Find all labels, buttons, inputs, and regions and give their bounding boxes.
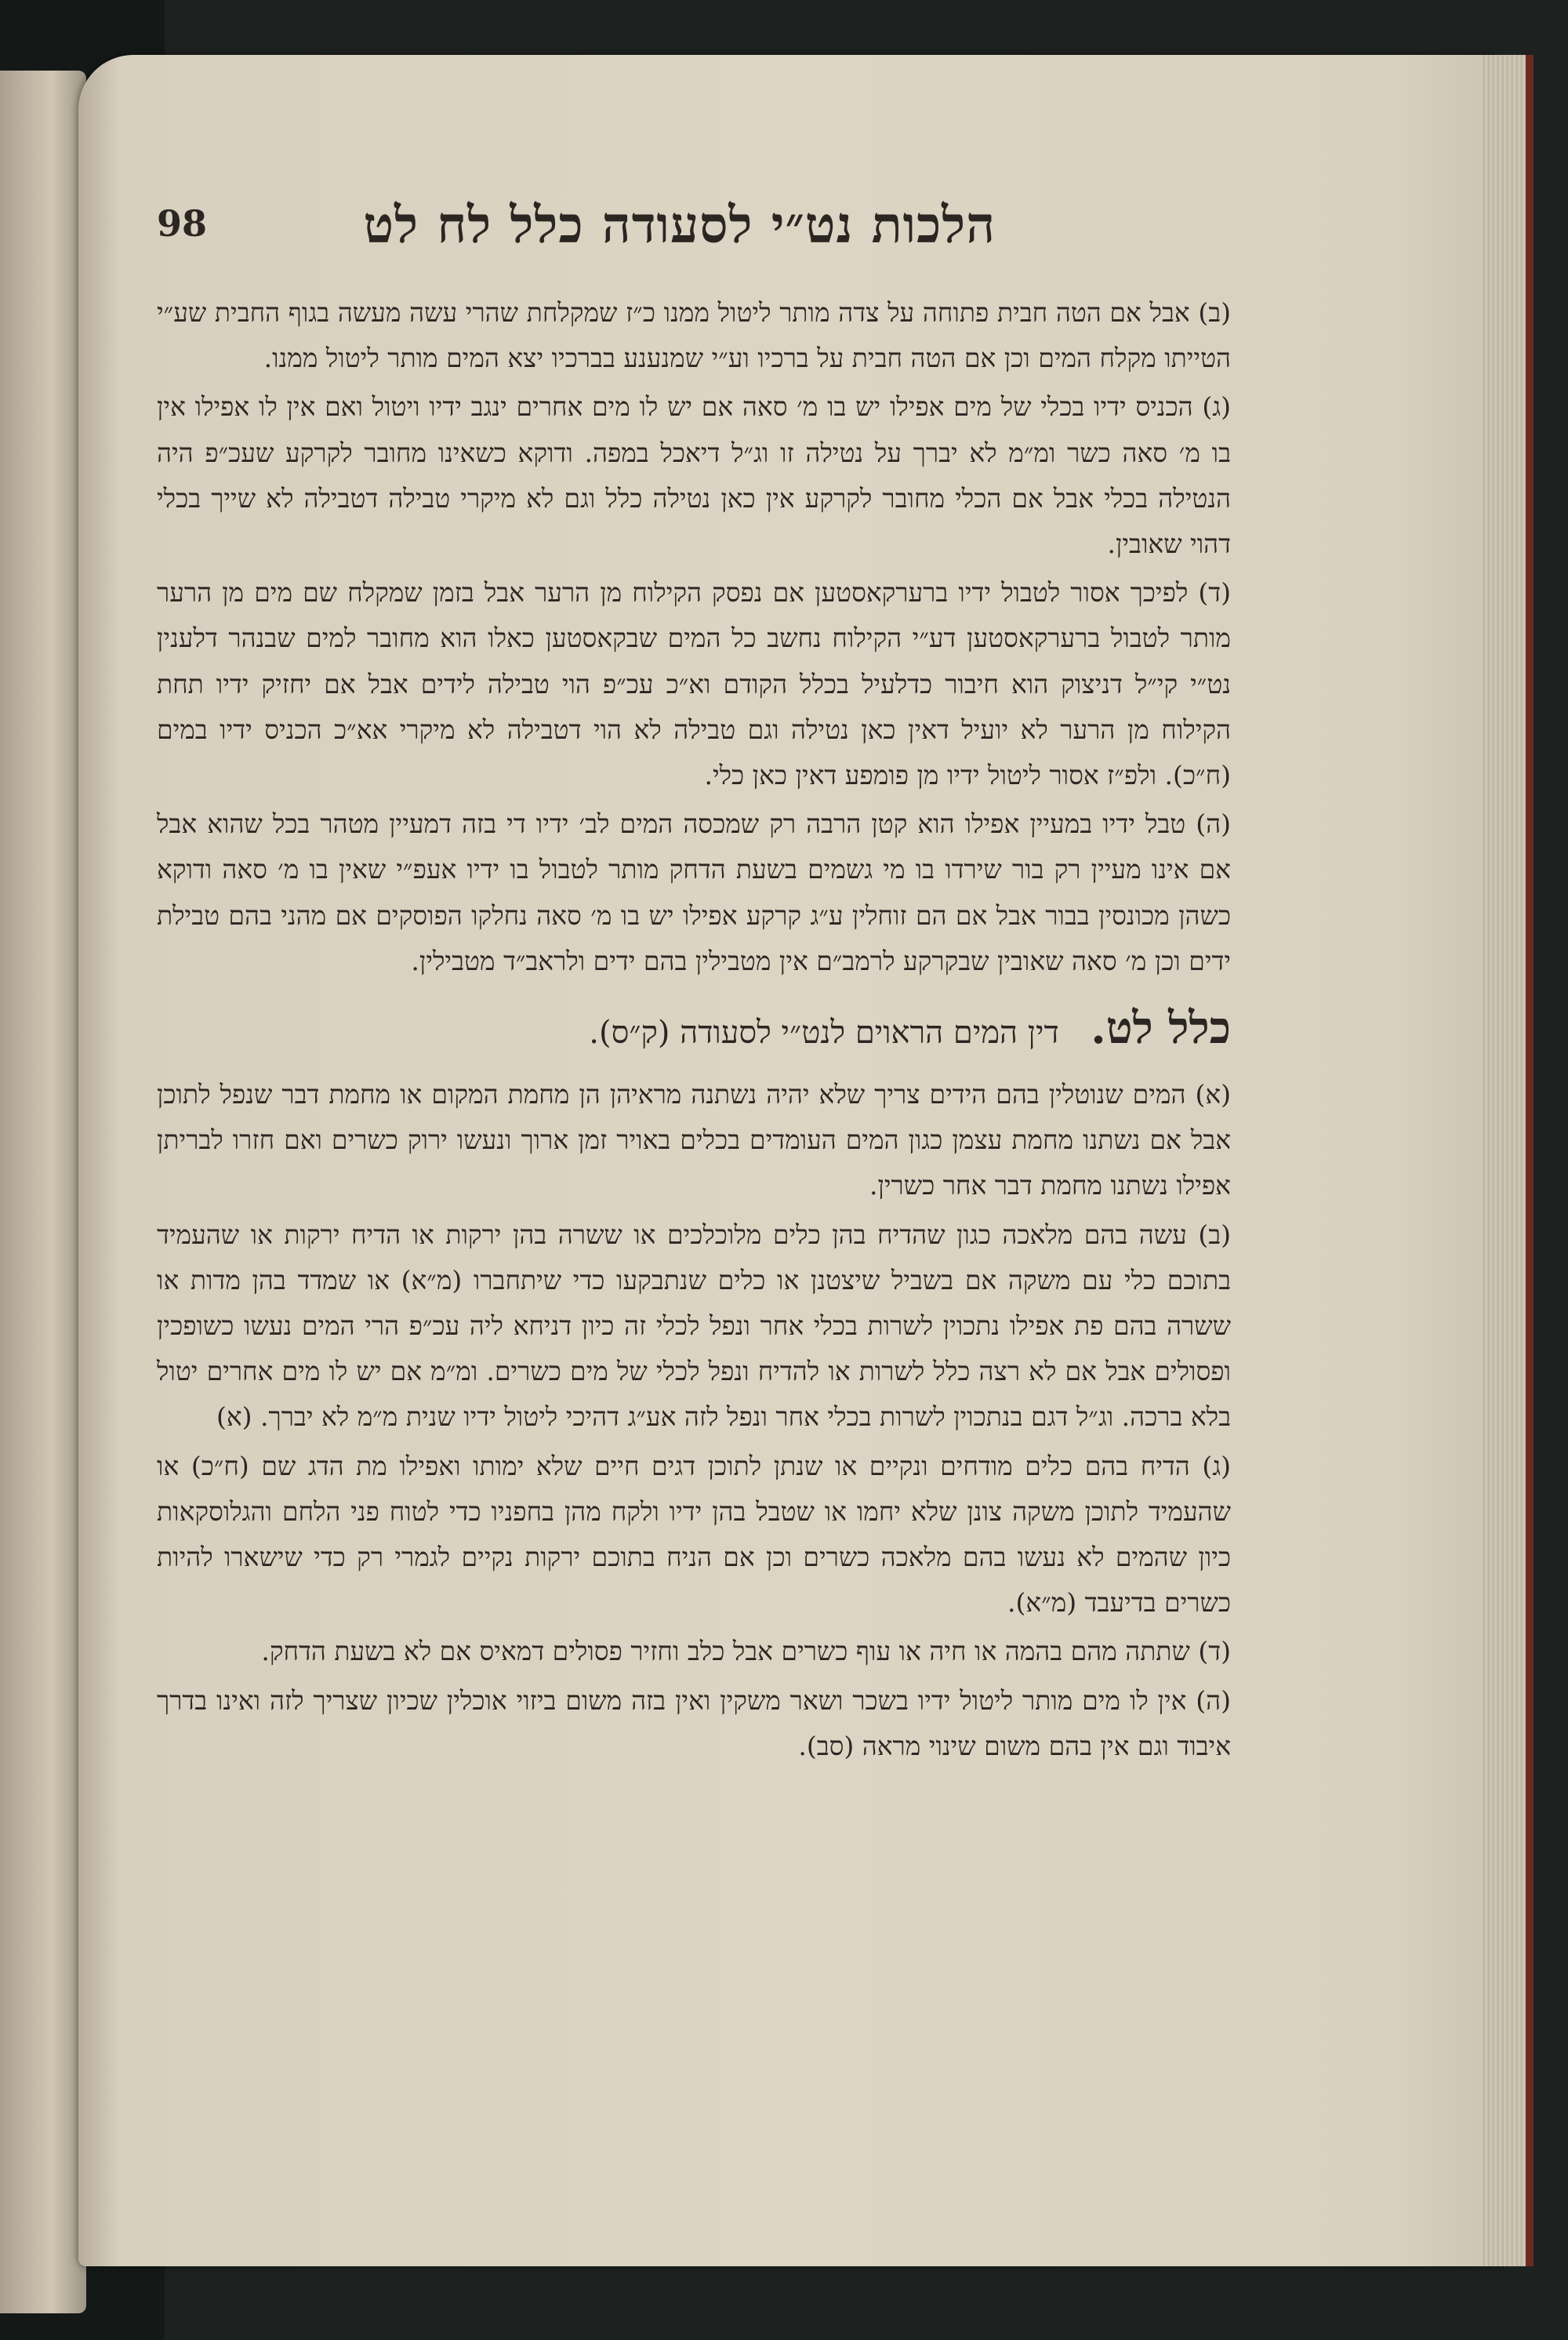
paragraph: (ג) הדיח בהם כלים מודחים ונקיים או שנתן לתוכן דגים חיים שלא ימותו ואפילו מת הדג שם (ח״כ) או שהעמיד לתוכן משקה צונן שלא יחמו או שטבל בהן ידיו ולקח מהן בחפניו כדי לטוח פני הלחם והגלוסקאות כיון שהמים לא נעשו בהם מלאכה כשרים וכן אם הניח בתוכם ירקות נקיים לגמרי רק כדי שישארו להיות כשרים בדיעבד (מ״א). [157,1450,1231,1619]
page-number: 98 [157,202,208,245]
facing-page-edge [0,71,86,2313]
paragraph: (ג) הכניס ידיו בכלי של מים אפילו יש בו מ׳ סאה אם יש לו מים אחרים ינגב ידיו ויטול ואם אין לו אפילו אין בו מ׳ סאה כשר ומ״מ לא יברך על נטילה זו וג״ל דיאכל במפה. ודוקא כשאינו מחובר לקרקע שעכ״פ היה הנטילה בכלי אבל אם הכלי מחובר לקרקע אין כאן נטילה כלל וגם לא מיקרי טבילה דטבילה לא שייך בכלי דהוי שאובין. [157,391,1231,560]
paragraph: (ד) שתתה מהם בהמה או חיה או עוף כשרים אבל כלב וחזיר פסולים דמאיס אם לא בשעת הדחק. [261,1636,1231,1667]
paragraph: (ד) לפיכך אסור לטבול ידיו ברערקאסטען אם נפסק הקילוח מן הרער אבל בזמן שמקלח שם מים מן הרער מותר לטבול ברערקאסטען דע״י הקילוח נחשב כל המים שבקאסטען כאלו הוא מחובר למים שבנהר דלענין נט״י קי״ל דניצוק הוא חיבור כדלעיל בכלל הקודם וא״כ עכ״פ הוי טבילה לידים אבל אם יחזיק ידיו תחת הקילוח מן הרער לא יועיל דאין כאן נטילה וגם טבילה לא הוי דטבילה לא מיקרי אא״כ הכניס ידיו במים (ח״כ). ולפ״ז אסור ליטול ידיו מן פומפע דאין כאן כלי. [157,577,1231,791]
page-header [157,196,1231,267]
paragraph: (ה) אין לו מים מותר ליטול ידיו בשכר ושאר משקין ואין בזה משום ביזוי אוכלין שכיון שצריך לזה ואינו בדרך איבוד וגם אין בהם משום שינוי מראה (סב). [157,1684,1231,1761]
chapter-title: כלל לט. [1091,1002,1231,1055]
body-text [157,290,1231,1772]
chapter-subtitle: דין המים הראוים לנט״י לסעודה (ק״ס). [589,1015,1059,1052]
running-title: הלכות נט״י לסעודה כלל לח לט [363,196,996,255]
page-stack-edge [1482,55,1534,2266]
page-content [157,196,1231,2157]
paragraph: (א) המים שנוטלין בהם הידים צריך שלא יהיה נשתנה מראיהן הן מחמת המקום או מחמת דבר שנפל לתוכן אבל אם נשתנו מחמת עצמן כגון המים העומדים בכלים באויר זמן ארוך ונעשו ירוק כשרים ואם חזרו לבריתן אפילו נשתנו מחמת דבר אחר כשרין. [157,1079,1231,1201]
paragraph: (ב) אבל אם הטה חבית פתוחה על צדה מותר ליטול ממנו כ״ז שמקלחת שהרי עשה מעשה בגוף החבית שע״י הטייתו מקלח המים וכן אם הטה חבית על ברכיו וע״י שמנענע בברכיו יצא המים מותר ליטול ממנו. [157,297,1231,374]
paragraph: (ה) טבל ידיו במעיין אפילו הוא קטן הרבה רק שמכסה המים לב׳ ידיו די בזה דמעיין מטהר בכל שהוא אבל אם אינו מעיין רק בור שירדו בו מי גשמים בשעת הדחק מותר לטבול בו ידיו אעפ״י שאין בו מ׳ סאה ודוקא כשהן מכונסין בבור אבל אם הם זוחלין ע״ג קרקע אפילו יש בו מ׳ סאה נחלקו הפוסקים אם מהני בהם טבילת ידים וכן מ׳ סאה שאובין שבקרקע לרמב״ם אין מטבילין בהם ידים ולראב״ד מטבילין. [157,808,1231,976]
chapter-heading [157,990,1231,1070]
paragraph: (ב) עשה בהם מלאכה כגון שהדיח בהן כלים מלוכלכים או ששרה בהן ירקות או הדיח ירקות או שהעמיד בתוכם כלי עם משקה אם בשביל שיצטנן או כלים שנתבקעו כדי שיתחברו (מ״א) או שמדד בהן מדות או ששרה בהם פת אפילו נתכוין לשרות בכלי אחר ונפל לכלי זה כיון דניחא ליה עכ״פ הרי המים נעשו כשופכין ופסולים אבל אם לא רצה כלל לשרות או להדיח ונפל לכלי של מים כשרים. ומ״מ אם יש לו מים אחרים יטול בלא ברכה. וג״ל דגם בנתכוין לשרות בכלי אחר ונפל לזה אע״ג דהיכי ליטול ידיו שנית מ״מ לא יברך. (א) [157,1219,1231,1433]
